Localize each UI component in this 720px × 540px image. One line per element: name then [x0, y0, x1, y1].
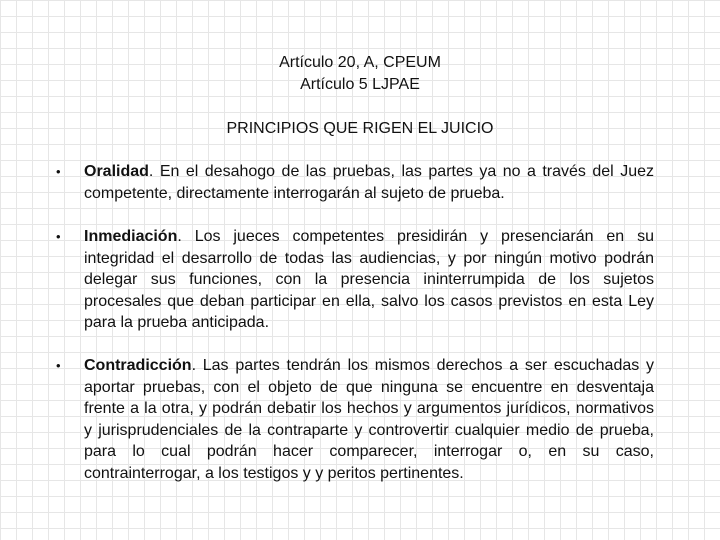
- bullet-icon: •: [56, 229, 61, 244]
- principle-description: . En el desahogo de las pruebas, las partes ya no a través del Juez competente, directamente interrogarán al sujeto de prueba.: [84, 163, 654, 202]
- article-reference-cpeum: Artículo 20, A, CPEUM: [279, 54, 441, 71]
- principle-description: . Las partes tendrán los mismos derechos a ser escuchadas y aportar pruebas, con el objeto de que ninguna se encuentre en desventaja frente a la otra, y podrán debatir los hechos y argumentos jurídicos, normativos y jurisprudenciales de la contraparte y controvertir cualquier medio de prueba, para lo cual podrán hacer comparecer, interrogar o, en su caso, contrainterrogar, a los testigos y y peritos pertinentes.: [84, 357, 654, 482]
- principle-item-inmediacion: [56, 226, 656, 334]
- article-reference-ljpae: Artículo 5 LJPAE: [300, 76, 420, 93]
- principle-paragraph: [84, 355, 654, 484]
- bullet-icon: •: [56, 358, 61, 373]
- article-references: [0, 52, 720, 96]
- principle-term: Contradicción: [84, 357, 192, 374]
- principle-term: Oralidad: [84, 163, 149, 180]
- principle-term: Inmediación: [84, 228, 178, 245]
- principle-description: . Los jueces competentes presidirán y presenciarán en su integridad el desarrollo de todas las audiencias, y por ningún motivo podrán delegar sus funciones, con la presencia ininterrumpida de los sujetos procesales que deban participar en ella, salvo los casos previstos en esta Ley para la prueba anticipada.: [84, 228, 654, 331]
- bullet-icon: •: [56, 164, 61, 179]
- principle-item-contradiccion: [56, 355, 656, 484]
- section-title: PRINCIPIOS QUE RIGEN EL JUICIO: [226, 120, 494, 137]
- principle-paragraph: [84, 226, 654, 334]
- principle-item-oralidad: [56, 161, 656, 204]
- principle-paragraph: [84, 161, 654, 204]
